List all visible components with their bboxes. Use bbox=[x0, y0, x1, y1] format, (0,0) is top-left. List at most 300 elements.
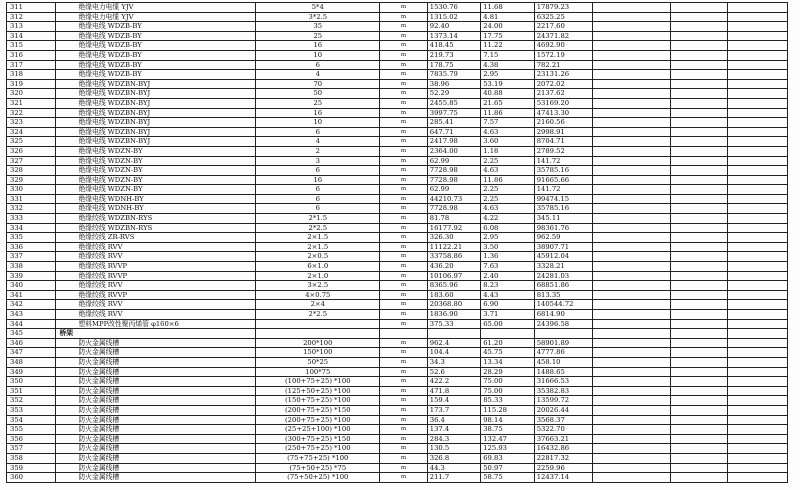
item-spec: 3*2.5 bbox=[256, 12, 380, 22]
row-number: 351 bbox=[7, 386, 56, 396]
item-name: 绝缘绞线 RVVP bbox=[56, 290, 256, 300]
section-header-row bbox=[7, 329, 788, 339]
item-quantity: 159.4 bbox=[427, 396, 480, 406]
item-amount: 20026.44 bbox=[534, 405, 593, 415]
empty-cell bbox=[728, 166, 788, 176]
empty-cell bbox=[670, 194, 728, 204]
empty-cell bbox=[670, 319, 728, 329]
row-number: 335 bbox=[7, 233, 56, 243]
item-amount: 35785.16 bbox=[534, 166, 593, 176]
item-quantity: 62.99 bbox=[427, 156, 480, 166]
row-number: 317 bbox=[7, 60, 56, 70]
empty-cell bbox=[593, 70, 671, 80]
empty-cell bbox=[670, 156, 728, 166]
table-row bbox=[7, 204, 788, 214]
item-amount: 22817.32 bbox=[534, 453, 593, 463]
item-name: 防火金属线槽 bbox=[56, 453, 256, 463]
empty-cell bbox=[728, 357, 788, 367]
item-spec: 100*75 bbox=[256, 367, 380, 377]
empty-cell bbox=[593, 386, 671, 396]
item-unit-price: 75.00 bbox=[481, 386, 534, 396]
table-row bbox=[7, 319, 788, 329]
item-unit: m bbox=[380, 194, 427, 204]
item-unit-price: 1.18 bbox=[481, 146, 534, 156]
empty-cell bbox=[593, 98, 671, 108]
item-name: 绝缘绞线 RVV bbox=[56, 242, 256, 252]
item-spec: 25 bbox=[256, 98, 380, 108]
item-unit-price: 6.90 bbox=[481, 300, 534, 310]
item-amount: 17879.23 bbox=[534, 3, 593, 13]
empty-cell bbox=[728, 453, 788, 463]
item-name: 绝缘电力电缆 YJV bbox=[56, 12, 256, 22]
item-unit: m bbox=[380, 118, 427, 128]
empty-cell bbox=[670, 50, 728, 60]
item-unit: m bbox=[380, 463, 427, 473]
item-name: 防火金属线槽 bbox=[56, 386, 256, 396]
item-amount: 99474.15 bbox=[534, 194, 593, 204]
item-quantity: 471.8 bbox=[427, 386, 480, 396]
item-quantity: 7728.98 bbox=[427, 175, 480, 185]
item-name: 绝缘电线 WDZBN-BYJ bbox=[56, 89, 256, 99]
row-number: 352 bbox=[7, 396, 56, 406]
empty-cell bbox=[728, 300, 788, 310]
item-unit-price: 53.19 bbox=[481, 79, 534, 89]
table-row bbox=[7, 118, 788, 128]
item-spec: 50 bbox=[256, 89, 380, 99]
item-amount: 38907.71 bbox=[534, 242, 593, 252]
item-quantity: 44210.73 bbox=[427, 194, 480, 204]
empty-cell bbox=[728, 281, 788, 291]
table-row bbox=[7, 98, 788, 108]
empty-cell bbox=[670, 425, 728, 435]
table-row bbox=[7, 12, 788, 22]
empty-cell bbox=[593, 463, 671, 473]
table-row bbox=[7, 415, 788, 425]
empty-cell bbox=[593, 271, 671, 281]
item-unit: m bbox=[380, 31, 427, 41]
empty-cell bbox=[593, 108, 671, 118]
empty-cell bbox=[670, 3, 728, 13]
item-quantity: 52.29 bbox=[427, 89, 480, 99]
item-name: 防火金属线槽 bbox=[56, 425, 256, 435]
item-unit-price: 4.63 bbox=[481, 166, 534, 176]
item-quantity: 104.4 bbox=[427, 348, 480, 358]
item-spec: 25 bbox=[256, 31, 380, 41]
item-unit-price: 7.63 bbox=[481, 262, 534, 272]
item-name: 绝缘电力电缆 YJV bbox=[56, 3, 256, 13]
item-amount: 962.59 bbox=[534, 233, 593, 243]
item-quantity: 62.99 bbox=[427, 185, 480, 195]
item-name: 防火金属线槽 bbox=[56, 473, 256, 483]
item-unit-price: 4.63 bbox=[481, 127, 534, 137]
empty-cell bbox=[728, 319, 788, 329]
item-spec: (125+50+25) *100 bbox=[256, 386, 380, 396]
item-unit: m bbox=[380, 146, 427, 156]
empty-cell bbox=[670, 367, 728, 377]
empty-cell bbox=[670, 405, 728, 415]
item-spec: 150*100 bbox=[256, 348, 380, 358]
empty-cell bbox=[728, 338, 788, 348]
empty-cell bbox=[593, 396, 671, 406]
item-amount: 1488.65 bbox=[534, 367, 593, 377]
item-amount: 5322.70 bbox=[534, 425, 593, 435]
item-amount: 141.72 bbox=[534, 185, 593, 195]
table-row bbox=[7, 175, 788, 185]
item-spec: (75+50+25) *100 bbox=[256, 473, 380, 483]
item-name: 绝缘电线 WDZN-BY bbox=[56, 156, 256, 166]
empty-cell bbox=[670, 166, 728, 176]
table-row bbox=[7, 377, 788, 387]
table-row bbox=[7, 31, 788, 41]
empty-cell bbox=[728, 262, 788, 272]
empty-cell bbox=[728, 31, 788, 41]
empty-cell bbox=[670, 434, 728, 444]
item-quantity: 2455.85 bbox=[427, 98, 480, 108]
item-name: 绝缘绞线 WDZBN-RYS bbox=[56, 223, 256, 233]
empty-cell bbox=[670, 31, 728, 41]
item-name: 防火金属线槽 bbox=[56, 338, 256, 348]
table-row bbox=[7, 223, 788, 233]
empty-cell bbox=[728, 185, 788, 195]
item-amount: 6325.25 bbox=[534, 12, 593, 22]
item-unit: m bbox=[380, 156, 427, 166]
item-unit-price: 85.33 bbox=[481, 396, 534, 406]
item-unit: m bbox=[380, 22, 427, 32]
item-name: 绝缘电线 WDZN-BY bbox=[56, 146, 256, 156]
item-amount: 8704.71 bbox=[534, 137, 593, 147]
empty-cell bbox=[670, 290, 728, 300]
empty-cell bbox=[728, 70, 788, 80]
item-name: 绝缘电线 WDZBN-BYJ bbox=[56, 127, 256, 137]
item-amount: 3328.21 bbox=[534, 262, 593, 272]
item-name: 绝缘电线 WDZN-BY bbox=[56, 175, 256, 185]
empty-cell bbox=[728, 89, 788, 99]
item-unit: m bbox=[380, 281, 427, 291]
empty-cell bbox=[593, 156, 671, 166]
row-number: 359 bbox=[7, 463, 56, 473]
empty-cell bbox=[593, 127, 671, 137]
item-unit: m bbox=[380, 444, 427, 454]
table-row bbox=[7, 444, 788, 454]
item-quantity: 7728.98 bbox=[427, 204, 480, 214]
row-number: 334 bbox=[7, 223, 56, 233]
item-name: 绝缘电线 WDZBN-BYJ bbox=[56, 118, 256, 128]
item-unit: m bbox=[380, 79, 427, 89]
empty-cell bbox=[728, 214, 788, 224]
row-number: 312 bbox=[7, 12, 56, 22]
row-number: 332 bbox=[7, 204, 56, 214]
empty-cell bbox=[670, 12, 728, 22]
item-amount: 58901.89 bbox=[534, 338, 593, 348]
row-number: 349 bbox=[7, 367, 56, 377]
item-quantity: 962.4 bbox=[427, 338, 480, 348]
table-row bbox=[7, 367, 788, 377]
row-number: 313 bbox=[7, 22, 56, 32]
item-quantity: 211.7 bbox=[427, 473, 480, 483]
bill-of-quantities-table bbox=[6, 2, 788, 483]
empty-cell bbox=[670, 127, 728, 137]
row-number: 328 bbox=[7, 166, 56, 176]
item-unit-price: 1.36 bbox=[481, 252, 534, 262]
item-name: 绝缘电线 WDNH-BY bbox=[56, 204, 256, 214]
row-number: 342 bbox=[7, 300, 56, 310]
item-unit: m bbox=[380, 271, 427, 281]
item-spec: (200+75+25) *100 bbox=[256, 415, 380, 425]
item-unit: m bbox=[380, 41, 427, 51]
row-number: 336 bbox=[7, 242, 56, 252]
row-number: 340 bbox=[7, 281, 56, 291]
empty-cell bbox=[728, 12, 788, 22]
item-spec: (100+75+25) *100 bbox=[256, 377, 380, 387]
empty-cell bbox=[593, 233, 671, 243]
table-row bbox=[7, 405, 788, 415]
table-row bbox=[7, 396, 788, 406]
item-amount: 35382.83 bbox=[534, 386, 593, 396]
item-spec: 2×1.0 bbox=[256, 271, 380, 281]
item-spec: 2×0.5 bbox=[256, 252, 380, 262]
empty-cell bbox=[728, 242, 788, 252]
table-row bbox=[7, 453, 788, 463]
item-unit-price: 132.47 bbox=[481, 434, 534, 444]
row-number: 314 bbox=[7, 31, 56, 41]
empty-cell bbox=[593, 89, 671, 99]
empty-cell bbox=[670, 70, 728, 80]
item-spec: (250+75+25) *100 bbox=[256, 444, 380, 454]
item-amount: 98361.76 bbox=[534, 223, 593, 233]
item-unit: m bbox=[380, 60, 427, 70]
item-name: 绝缘电线 WDZBN-BYJ bbox=[56, 98, 256, 108]
empty-cell bbox=[593, 473, 671, 483]
item-spec: (150+75+25) *100 bbox=[256, 396, 380, 406]
item-quantity: 1836.90 bbox=[427, 310, 480, 320]
item-name: 绝缘电线 WDZB-BY bbox=[56, 50, 256, 60]
item-name: 防火金属线槽 bbox=[56, 357, 256, 367]
empty-cell bbox=[728, 223, 788, 233]
item-spec: 16 bbox=[256, 175, 380, 185]
table-row bbox=[7, 233, 788, 243]
item-unit: m bbox=[380, 367, 427, 377]
empty-cell bbox=[593, 60, 671, 70]
empty-cell bbox=[728, 127, 788, 137]
empty-cell bbox=[670, 22, 728, 32]
table-row bbox=[7, 242, 788, 252]
item-unit: m bbox=[380, 319, 427, 329]
row-number: 333 bbox=[7, 214, 56, 224]
table-row bbox=[7, 166, 788, 176]
item-unit-price: 11.68 bbox=[481, 3, 534, 13]
item-unit-price: 11.22 bbox=[481, 41, 534, 51]
item-unit: m bbox=[380, 137, 427, 147]
item-unit-price: 4.38 bbox=[481, 60, 534, 70]
item-amount: 35785.16 bbox=[534, 204, 593, 214]
item-name: 绝缘绞线 RVVP bbox=[56, 262, 256, 272]
item-unit-price: 65.00 bbox=[481, 319, 534, 329]
table-row bbox=[7, 194, 788, 204]
empty-cell bbox=[670, 396, 728, 406]
empty-cell bbox=[728, 377, 788, 387]
empty-cell bbox=[728, 41, 788, 51]
item-quantity: 1315.02 bbox=[427, 12, 480, 22]
empty-cell bbox=[593, 415, 671, 425]
item-quantity: 326.30 bbox=[427, 233, 480, 243]
empty-cell bbox=[670, 463, 728, 473]
item-quantity bbox=[427, 329, 480, 339]
item-unit-price: 3.60 bbox=[481, 137, 534, 147]
empty-cell bbox=[593, 41, 671, 51]
empty-cell bbox=[593, 329, 671, 339]
item-quantity: 1373.14 bbox=[427, 31, 480, 41]
item-amount: 24281.03 bbox=[534, 271, 593, 281]
item-unit: m bbox=[380, 223, 427, 233]
row-number: 316 bbox=[7, 50, 56, 60]
item-spec: (300+75+25) *150 bbox=[256, 434, 380, 444]
table-body bbox=[7, 3, 788, 483]
row-number: 329 bbox=[7, 175, 56, 185]
row-number: 326 bbox=[7, 146, 56, 156]
item-spec: (75+50+25) *75 bbox=[256, 463, 380, 473]
empty-cell bbox=[593, 175, 671, 185]
empty-cell bbox=[593, 281, 671, 291]
item-unit: m bbox=[380, 233, 427, 243]
empty-cell bbox=[593, 348, 671, 358]
empty-cell bbox=[728, 194, 788, 204]
row-number: 354 bbox=[7, 415, 56, 425]
table-row bbox=[7, 156, 788, 166]
empty-cell bbox=[670, 185, 728, 195]
item-name: 防火金属线槽 bbox=[56, 405, 256, 415]
empty-cell bbox=[728, 60, 788, 70]
item-unit: m bbox=[380, 338, 427, 348]
empty-cell bbox=[728, 79, 788, 89]
row-number: 358 bbox=[7, 453, 56, 463]
item-name: 绝缘绞线 RVV bbox=[56, 281, 256, 291]
empty-cell bbox=[670, 98, 728, 108]
empty-cell bbox=[670, 329, 728, 339]
item-amount: 16432.86 bbox=[534, 444, 593, 454]
item-unit bbox=[380, 329, 427, 339]
row-number: 330 bbox=[7, 185, 56, 195]
item-name: 绝缘电线 WDZN-BY bbox=[56, 185, 256, 195]
item-quantity: 178.75 bbox=[427, 60, 480, 70]
item-amount: 13599.72 bbox=[534, 396, 593, 406]
empty-cell bbox=[670, 453, 728, 463]
item-quantity: 422.2 bbox=[427, 377, 480, 387]
item-unit: m bbox=[380, 377, 427, 387]
item-quantity: 8365.96 bbox=[427, 281, 480, 291]
item-name: 防火金属线槽 bbox=[56, 396, 256, 406]
empty-cell bbox=[670, 473, 728, 483]
item-spec: 2×1.5 bbox=[256, 233, 380, 243]
item-spec bbox=[256, 319, 380, 329]
empty-cell bbox=[670, 262, 728, 272]
empty-cell bbox=[593, 166, 671, 176]
empty-cell bbox=[670, 214, 728, 224]
item-unit-price: 2.25 bbox=[481, 156, 534, 166]
item-spec: 2×4 bbox=[256, 300, 380, 310]
item-name: 防火金属线槽 bbox=[56, 415, 256, 425]
table-row bbox=[7, 127, 788, 137]
item-spec: 16 bbox=[256, 41, 380, 51]
row-number: 360 bbox=[7, 473, 56, 483]
item-amount: 2217.60 bbox=[534, 22, 593, 32]
item-amount: 53169.20 bbox=[534, 98, 593, 108]
item-unit: m bbox=[380, 357, 427, 367]
item-amount: 140544.72 bbox=[534, 300, 593, 310]
empty-cell bbox=[728, 175, 788, 185]
empty-cell bbox=[593, 310, 671, 320]
item-unit-price: 98.14 bbox=[481, 415, 534, 425]
item-unit: m bbox=[380, 252, 427, 262]
item-unit-price: 75.00 bbox=[481, 377, 534, 387]
item-unit-price: 8.23 bbox=[481, 281, 534, 291]
empty-cell bbox=[593, 3, 671, 13]
item-spec: 2×1.5 bbox=[256, 242, 380, 252]
empty-cell bbox=[728, 290, 788, 300]
item-unit: m bbox=[380, 434, 427, 444]
item-unit-price: 13.34 bbox=[481, 357, 534, 367]
item-amount: 2137.62 bbox=[534, 89, 593, 99]
empty-cell bbox=[593, 425, 671, 435]
empty-cell bbox=[728, 22, 788, 32]
empty-cell bbox=[670, 300, 728, 310]
item-unit-price: 11.86 bbox=[481, 108, 534, 118]
empty-cell bbox=[728, 310, 788, 320]
item-quantity: 52.6 bbox=[427, 367, 480, 377]
item-unit-price: 45.75 bbox=[481, 348, 534, 358]
item-spec: 10 bbox=[256, 50, 380, 60]
item-unit-price: 2.25 bbox=[481, 194, 534, 204]
item-unit-price: 3.71 bbox=[481, 310, 534, 320]
item-unit: m bbox=[380, 127, 427, 137]
item-name: 绝缘绞线 RVV bbox=[56, 310, 256, 320]
item-quantity: 16177.92 bbox=[427, 223, 480, 233]
item-amount: 68851.86 bbox=[534, 281, 593, 291]
table-row bbox=[7, 357, 788, 367]
item-quantity: 647.71 bbox=[427, 127, 480, 137]
item-amount: 3568.37 bbox=[534, 415, 593, 425]
table-row bbox=[7, 3, 788, 13]
item-quantity: 33758.86 bbox=[427, 252, 480, 262]
item-unit: m bbox=[380, 396, 427, 406]
item-unit-price: 2.95 bbox=[481, 233, 534, 243]
item-name: 绝缘电线 WDZBN-BYJ bbox=[56, 137, 256, 147]
item-amount: 2259.96 bbox=[534, 463, 593, 473]
item-unit: m bbox=[380, 290, 427, 300]
item-name: 绝缘电线 WDNH-BY bbox=[56, 194, 256, 204]
item-amount: 2160.56 bbox=[534, 118, 593, 128]
empty-cell bbox=[670, 233, 728, 243]
item-unit-price: 7.15 bbox=[481, 50, 534, 60]
row-number: 350 bbox=[7, 377, 56, 387]
empty-cell bbox=[670, 146, 728, 156]
item-amount: 4777.86 bbox=[534, 348, 593, 358]
item-spec: 4 bbox=[256, 70, 380, 80]
item-unit: m bbox=[380, 166, 427, 176]
empty-cell bbox=[593, 300, 671, 310]
empty-cell bbox=[670, 223, 728, 233]
row-number: 320 bbox=[7, 89, 56, 99]
item-spec: (75+75+25) *100 bbox=[256, 453, 380, 463]
table-row bbox=[7, 252, 788, 262]
item-spec: 2*2.5 bbox=[256, 223, 380, 233]
item-unit-price: 17.75 bbox=[481, 31, 534, 41]
item-spec: 6×1.0 bbox=[256, 262, 380, 272]
empty-cell bbox=[593, 252, 671, 262]
table-row bbox=[7, 271, 788, 281]
table-row bbox=[7, 348, 788, 358]
item-quantity: 7835.79 bbox=[427, 70, 480, 80]
empty-cell bbox=[593, 118, 671, 128]
